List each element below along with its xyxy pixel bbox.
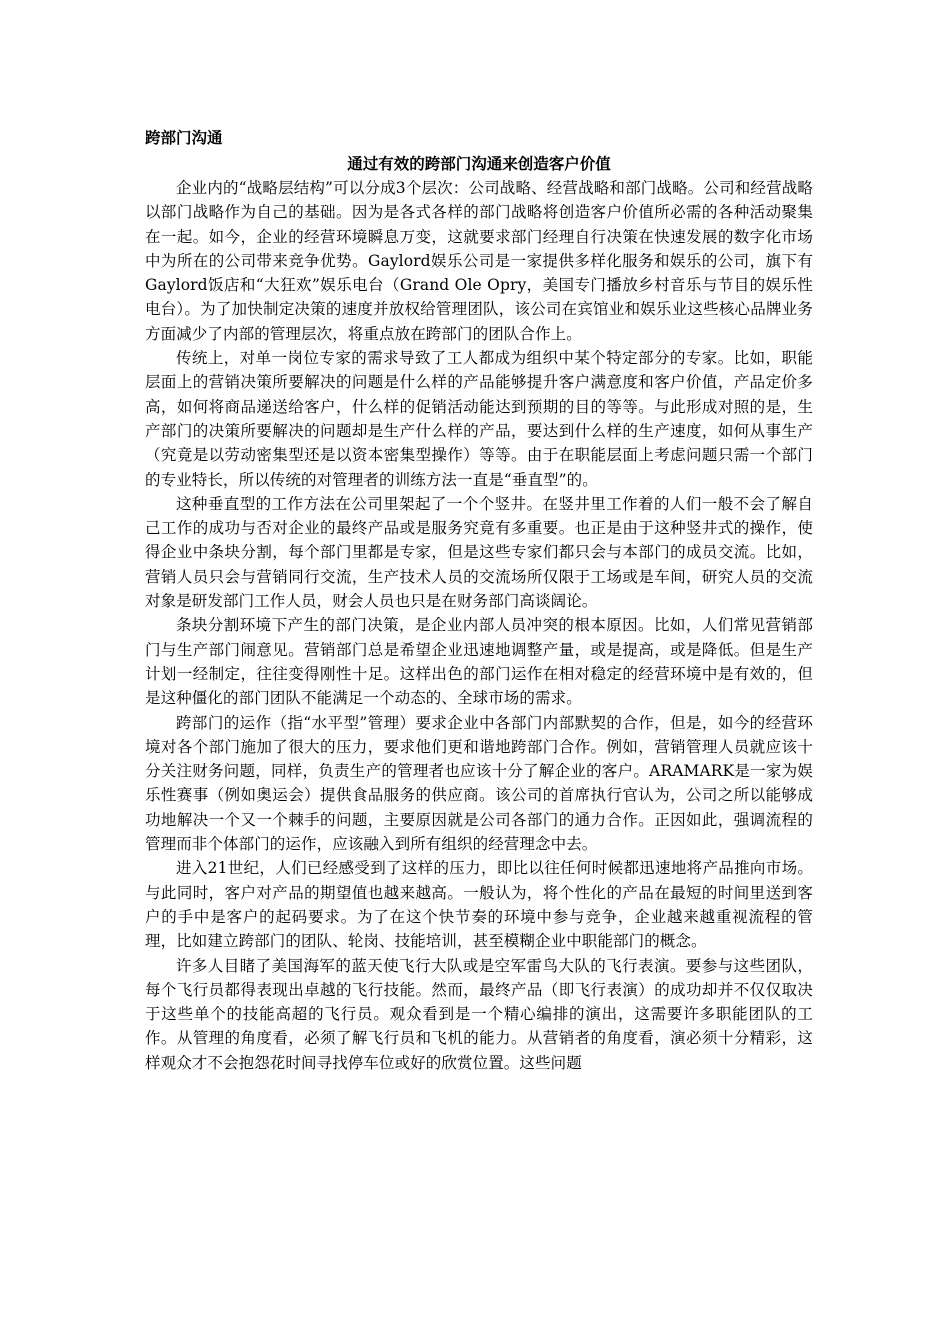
document-heading: 跨部门沟通	[145, 128, 223, 147]
document-title: 通过有效的跨部门沟通来创造客户价值	[347, 154, 611, 173]
document-page	[145, 126, 813, 1075]
paragraph-1: 企业内的“战略层结构”可以分成3个层次：公司战略、经营战略和部门战略。公司和经营战略以部门战略作为自己的基础。因为是各式各样的部门战略将创造客户价值所必需的各种活动聚集在一起。如今，企业的经营环境瞬息万变，这就要求部门经理自行决策在快速发展的数字化市场中为所在的公司带来竞争优势。Gaylord娱乐公司是一家提供多样化服务和娱乐的公司，旗下有Gaylord饭店和“大狂欢”娱乐电台（Grand Ole Opry，美国专门播放乡村音乐与节目的娱乐性电台）。为了加快制定决策的速度并放权给管理团队，该公司在宾馆业和娱乐业这些核心品牌业务方面减少了内部的管理层次，将重点放在跨部门的团队合作上。	[145, 179, 813, 343]
paragraph-6: 进入21世纪，人们已经感受到了这样的压力，即比以往任何时候都迅速地将产品推向市场。与此同时，客户对产品的期望值也越来越高。一般认为，将个性化的产品在最短的时间里送到客户的手中是客户的起码要求。为了在这个快节奏的环境中参与竞争，企业越来越重视流程的管理，比如建立跨部门的团队、轮岗、技能培训，甚至模糊企业中职能部门的概念。	[145, 859, 813, 951]
paragraph-5: 跨部门的运作（指“水平型”管理）要求企业中各部门内部默契的合作，但是，如今的经营环境对各个部门施加了很大的压力，要求他们更和谐地跨部门合作。例如，营销管理人员就应该十分关注财务问题，同样，负责生产的管理者也应该十分了解企业的客户。ARAMARK是一家为娱乐性赛事（例如奥运会）提供食品服务的供应商。该公司的首席执行官认为，公司之所以能够成功地解决一个又一个棘手的问题，主要原因就是公司各部门的通力合作。正因如此，强调流程的管理而非个体部门的运作，应该融入到所有组织的经营理念中去。	[145, 713, 813, 854]
paragraph-3: 这种垂直型的工作方法在公司里架起了一个个竖井。在竖井里工作着的人们一般不会了解自己工作的成功与否对企业的最终产品或是服务究竟有多重要。也正是由于这种竖井式的操作，使得企业中条块分割，每个部门里都是专家，但是这些专家们都只会与本部门的成员交流。比如，营销人员只会与营销同行交流，生产技术人员的交流场所仅限于工场或是车间，研究人员的交流对象是研发部门工作人员，财会人员也只是在财务部门高谈阔论。	[145, 494, 813, 611]
paragraph-4: 条块分割环境下产生的部门决策，是企业内部人员冲突的根本原因。比如，人们常见营销部门与生产部门闹意见。营销部门总是希望企业迅速地调整产量，或是提高，或是降低。但是生产计划一经制定，往往变得刚性十足。这样出色的部门运作在相对稳定的经营环境中是有效的，但是这种僵化的部门团队不能满足一个动态的、全球市场的需求。	[145, 616, 813, 708]
paragraph-7: 许多人目睹了美国海军的蓝天使飞行大队或是空军雷鸟大队的飞行表演。要参与这些团队，每个飞行员都得表现出卓越的飞行技能。然而，最终产品（即飞行表演）的成功却并不仅仅取决于这些单个的技能高超的飞行员。观众看到是一个精心编排的演出，这需要许多职能团队的工作。从管理的角度看，必须了解飞行员和飞机的能力。从营销者的角度看，演必须十分精彩，这样观众才不会抱怨花时间寻找停车位或好的欣赏位置。这些问题	[145, 956, 813, 1072]
paragraph-2: 传统上，对单一岗位专家的需求导致了工人都成为组织中某个特定部分的专家。比如，职能层面上的营销决策所要解决的问题是什么样的产品能够提升客户满意度和客户价值，产品定价多高，如何将商品递送给客户，什么样的促销活动能达到预期的目的等等。与此形成对照的是，生产部门的决策所要解决的问题却是生产什么样的产品，要达到什么样的生产速度，如何从事生产（究竟是以劳动密集型还是以资本密集型操作）等等。由于在职能层面上考虑问题只需一个部门的专业特长，所以传统的对管理者的训练方法一直是“垂直型”的。	[145, 349, 813, 489]
